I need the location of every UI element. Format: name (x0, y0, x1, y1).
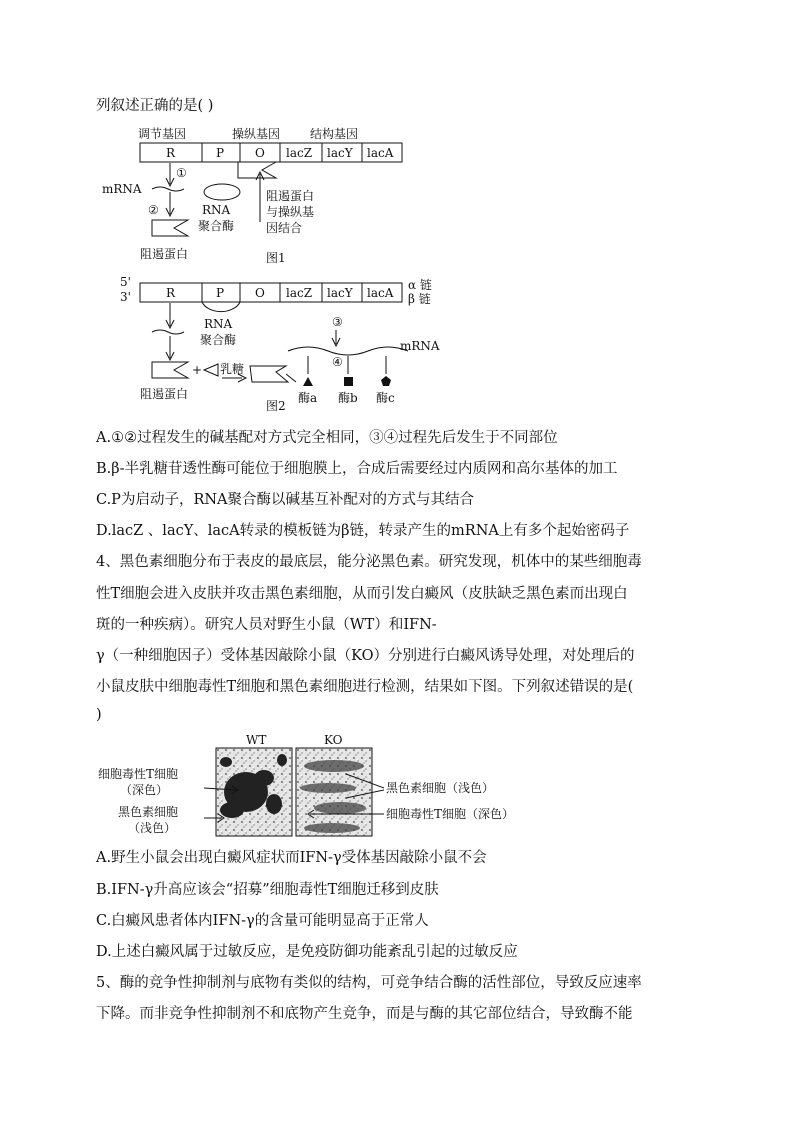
five-prime-label: 5' (120, 275, 131, 289)
three-prime-label: 3' (120, 290, 131, 304)
figure-2-lac-operon-induced (100, 274, 460, 414)
lactose-label: 乳糖 (220, 362, 245, 376)
left-label-ctl: 细胞毒性T细胞 (98, 767, 179, 781)
binding-label-1: 阻遏蛋白 (266, 189, 315, 203)
q5-stem-line-2: 下降。而非竞争性抑制剂不和底物产生竞争，而是与酶的其它部位结合，导致酶不能 (96, 1006, 633, 1022)
alpha-strand-label: α 链 (408, 278, 432, 292)
binding-label-2: 与操纵基 (266, 205, 315, 219)
figure-3-skin-micrographs (96, 732, 556, 840)
beta-strand-label: β 链 (408, 292, 431, 306)
rna-polymerase-bound-shape (202, 302, 240, 312)
enzyme-c-pentagon (381, 376, 391, 386)
q3-option-c: C.P为启动子，RNA聚合酶以碱基互补配对的方式与其结合 (96, 492, 475, 508)
plus-sign: + (192, 363, 203, 377)
lactose-shape (204, 364, 218, 376)
q4-stem-line-5: 小鼠皮肤中细胞毒性T细胞和黑色素细胞进行检测，结果如下图。下列叙述错误的是( (96, 679, 634, 695)
box2-lacz: lacZ (286, 286, 313, 300)
box2-p: P (216, 286, 225, 300)
box2-r: R (166, 286, 176, 300)
repressor-label-fig1: 阻遏蛋白 (140, 247, 189, 261)
rna-pol-label-1: RNA (202, 203, 231, 217)
box2-o: O (255, 286, 265, 300)
q3-option-a: A.①②过程发生的碱基配对方式完全相同，③④过程先后发生于不同部位 (96, 430, 558, 446)
q4-stem-line-1: 4、黑色素细胞分布于表皮的最底层，能分泌黑色素。研究发现，机体中的某些细胞毒 (96, 554, 642, 570)
free-repressor-shape (152, 220, 188, 236)
enzyme-a-triangle (303, 377, 313, 386)
box-lacy: lacY (327, 146, 353, 160)
q4-option-b: B.IFN-γ升高应该会“招募”细胞毒性T细胞迁移到皮肤 (96, 882, 439, 898)
q4-stem-line-6: ) (96, 707, 102, 723)
right-label-ctl: 细胞毒性T细胞（深色） (386, 807, 515, 821)
q4-option-c: C.白癜风患者体内IFN-γ的含量可能明显高于正常人 (96, 913, 429, 929)
step-2-marker: ② (148, 203, 159, 217)
q4-stem-line-4: γ（一种细胞因子）受体基因敲除小鼠（KO）分别进行白癜风诱导处理，对处理后的 (96, 648, 635, 664)
enzyme-a-label: 酶a (298, 391, 318, 405)
box2-lacy: lacY (327, 286, 353, 300)
box-p: P (216, 146, 225, 160)
q5-stem-line-1: 5、酶的竞争性抑制剂与底物有类似的结构，可竞争结合酶的活性部位，导致反应速率 (96, 975, 642, 991)
q3-option-b: B.β-半乳糖苷透性酶可能位于细胞膜上，合成后需要经过内质网和高尔基体的加工 (96, 461, 618, 477)
question-3-tail: 列叙述正确的是( ) (96, 98, 214, 114)
rna-pol-label-2: 聚合酶 (198, 219, 235, 233)
box-lacz: lacZ (286, 146, 313, 160)
box2-laca: lacA (367, 286, 394, 300)
label-structural-gene: 结构基因 (310, 127, 359, 141)
label-regulatory-gene: 调节基因 (138, 127, 187, 141)
left-label-ctl-dark: （深色） (120, 783, 169, 797)
bound-repressor-shape (238, 162, 276, 178)
left-label-melanocyte-light: （浅色） (128, 821, 177, 835)
repressor-label-fig2: 阻遏蛋白 (140, 387, 189, 401)
figure-2-caption: 图2 (266, 399, 286, 413)
rna-polymerase-shape (204, 184, 240, 200)
enzyme-c-label: 酶c (376, 391, 395, 405)
label-operator-gene: 操纵基因 (232, 127, 281, 141)
repressor-shape-fig2 (152, 362, 188, 378)
right-label-melanocyte: 黑色素细胞（浅色） (386, 781, 495, 795)
mrna-strand-fig2 (288, 347, 408, 355)
binding-label-3: 因结合 (266, 221, 303, 235)
inactive-repressor-shape (250, 366, 288, 382)
box-o: O (255, 146, 265, 160)
gene-box-row (140, 143, 402, 162)
q4-stem-line-3: 斑的一种疾病）。研究人员对野生小鼠（WT）和IFN- (96, 617, 437, 633)
q3-option-d: D.lacZ 、lacY、lacA转录的模板链为β链，转录产生的mRNA上有多个起始密码子 (96, 523, 630, 539)
step-4-marker: ④ (332, 355, 343, 369)
figure-1-lac-operon-repressed (100, 122, 460, 272)
step-1-marker: ① (176, 166, 187, 180)
box-r: R (166, 146, 176, 160)
wt-label: WT (246, 733, 267, 747)
q4-stem-line-2: 性T细胞会进入皮肤并攻击黑色素细胞，从而引发白癜风（皮肤缺乏黑色素而出现白 (96, 586, 628, 602)
ko-label: KO (324, 733, 343, 747)
gene-box-row-2 (140, 283, 402, 302)
figure-1-caption: 图1 (266, 251, 286, 265)
left-label-melanocyte: 黑色素细胞 (118, 805, 179, 819)
mrna-label-fig2: mRNA (400, 339, 440, 353)
mrna-label-fig1: mRNA (102, 182, 142, 196)
step-3-marker: ③ (332, 315, 343, 329)
enzyme-b-square (344, 377, 353, 386)
q4-option-d: D.上述白癜风属于过敏反应，是免疫防御功能紊乱引起的过敏反应 (96, 944, 518, 960)
box-laca: lacA (367, 146, 394, 160)
rna-pol2-label-1: RNA (204, 317, 233, 331)
enzyme-b-label: 酶b (338, 391, 358, 405)
q4-option-a: A.野生小鼠会出现白癜风症状而IFN-γ受体基因敲除小鼠不会 (96, 850, 487, 866)
rna-pol2-label-2: 聚合酶 (200, 333, 237, 347)
